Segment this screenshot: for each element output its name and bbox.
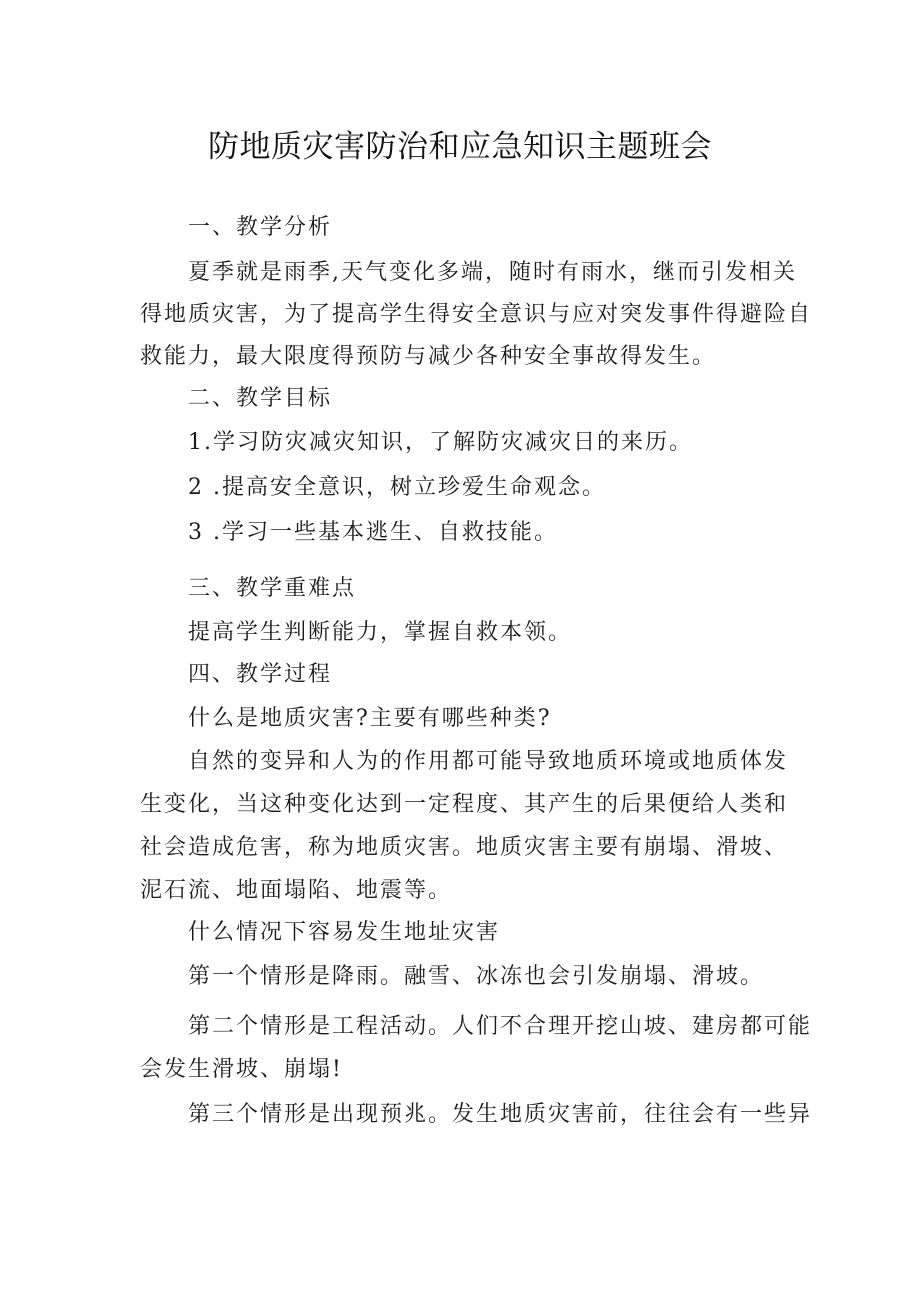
paragraph-line: 第一个情形是降雨。融雪、冰冻也会引发崩塌、滑坡。 bbox=[188, 964, 765, 989]
section-heading-goals: 二、教学目标 bbox=[188, 386, 333, 411]
paragraph-line: 夏季就是雨季,天气变化多端，随时有雨水，继而引发相关 bbox=[188, 260, 797, 285]
paragraph-line: 社会造成危害，称为地质灾害。地质灾害主要有崩塌、滑坡、 bbox=[140, 835, 789, 860]
paragraph-line: 自然的变异和人为的作用都可能导致地质环境或地质体发 bbox=[188, 749, 789, 774]
paragraph-line: 救能力，最大限度得预防与减少各种安全事故得发生。 bbox=[140, 344, 717, 369]
section-heading-analysis: 一、教学分析 bbox=[188, 215, 333, 240]
section-heading-key-points: 三、教学重难点 bbox=[188, 576, 357, 601]
question-line: 什么情况下容易发生地址灾害 bbox=[188, 920, 501, 945]
paragraph-line: 会发生滑坡、崩塌! bbox=[140, 1057, 343, 1082]
paragraph-line: 提高学生判断能力，掌握自救本领。 bbox=[188, 620, 573, 645]
list-item-goal-1: 1.学习防灾减灾知识，了解防灾减灾日的来历。 bbox=[188, 430, 693, 455]
paragraph-line: 得地质灾害，为了提高学生得安全意识与应对突发事件得避险自 bbox=[140, 302, 813, 327]
paragraph-line: 第三个情形是出现预兆。发生地质灾害前，往往会有一些异 bbox=[188, 1102, 813, 1127]
document-title: 防地质灾害防治和应急知识主题班会 bbox=[208, 129, 712, 165]
section-heading-process: 四、教学过程 bbox=[188, 662, 333, 687]
paragraph-line: 第二个情形是工程活动。人们不合理开挖山坡、建房都可能 bbox=[188, 1014, 813, 1039]
list-item-goal-3: 3 .学习一些基本逃生、自救技能。 bbox=[188, 520, 558, 545]
paragraph-line: 生变化，当这种变化达到一定程度、其产生的后果便给人类和 bbox=[140, 792, 789, 817]
list-item-goal-2: 2 .提高安全意识，树立珍爱生命观念。 bbox=[188, 475, 606, 500]
paragraph-line: 泥石流、地面塌陷、地震等。 bbox=[140, 878, 453, 903]
question-line: 什么是地质灾害?主要有哪些种类? bbox=[188, 706, 552, 731]
